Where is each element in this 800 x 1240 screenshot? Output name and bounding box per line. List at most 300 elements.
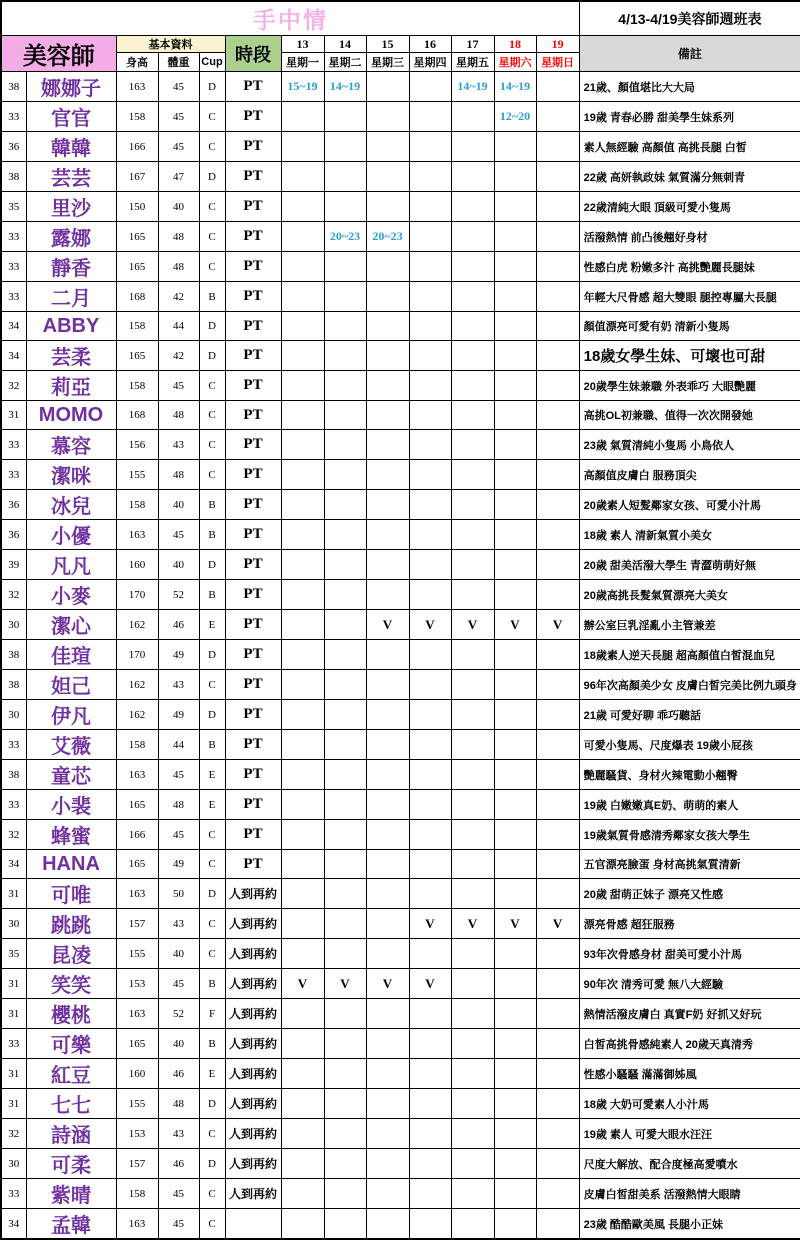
schedule-cell [494,222,536,252]
schedule-cell [281,790,324,820]
height-value: 170 [116,580,158,610]
staff-name: 紫晴 [26,1179,116,1209]
schedule-cell [494,670,536,700]
schedule-cell [536,192,579,222]
schedule-cell [494,939,536,969]
schedule-cell [451,1029,494,1059]
height-value: 158 [116,102,158,132]
shift-cell: PT [225,371,281,401]
remark-cell: 18歲 大奶可愛素人小汁馬 [579,1089,800,1119]
schedule-cell [281,1029,324,1059]
weight-value: 40 [158,490,199,520]
schedule-cell [281,102,324,132]
weight-value: 42 [158,341,199,371]
remark-cell: 白皙高挑骨感純素人 20歲天真清秀 [579,1029,800,1059]
row-number: 32 [1,820,26,850]
schedule-cell [536,1089,579,1119]
shift-header: 時段 [225,36,281,72]
schedule-cell [324,850,366,879]
schedule-cell [451,670,494,700]
schedule-cell [366,490,409,520]
schedule-cell [324,909,366,939]
schedule-cell [409,1089,451,1119]
day-number-header: 16 [409,36,451,53]
row-number: 36 [1,520,26,550]
table-row [1,1089,800,1119]
weight-value: 45 [158,1179,199,1209]
shift-cell: PT [225,850,281,879]
day-number-header: 19 [536,36,579,53]
cup-value: C [199,430,225,460]
schedule-cell [281,610,324,640]
cup-value: B [199,730,225,760]
schedule-cell [494,162,536,192]
schedule-cell [451,371,494,401]
remark-cell: 性感白虎 粉嫩多汁 高挑艷麗長腿妹 [579,252,800,282]
remark-cell: 尺度大解放、配合度極高愛噴水 [579,1149,800,1179]
schedule-cell [536,430,579,460]
height-value: 163 [116,520,158,550]
schedule-cell [536,700,579,730]
staff-name: HANA [26,850,116,879]
remark-cell: 18歲素人逆天長腿 超高顏值白皙混血兒 [579,640,800,670]
cup-value: C [199,132,225,162]
schedule-cell [281,162,324,192]
schedule-cell [451,192,494,222]
schedule-cell [324,610,366,640]
table-row [1,909,800,939]
table-row [1,730,800,760]
row-number: 31 [1,999,26,1029]
row-number: 33 [1,1029,26,1059]
schedule-cell [324,282,366,312]
height-value: 165 [116,1029,158,1059]
schedule-cell [536,312,579,341]
schedule-cell [409,282,451,312]
remark-cell: 皮膚白皙甜美系 活潑熱情大眼睛 [579,1179,800,1209]
shift-cell: PT [225,102,281,132]
schedule-cell [451,1209,494,1240]
schedule-cell [451,550,494,580]
schedule-cell: V [324,969,366,999]
row-number: 38 [1,670,26,700]
height-value: 155 [116,939,158,969]
remark-cell: 20歲 甜萌正妹子 漂亮又性感 [579,879,800,909]
table-row [1,1059,800,1089]
weight-value: 49 [158,640,199,670]
schedule-cell [409,222,451,252]
weekday-header: 星期日 [536,53,579,72]
weekday-header: 星期二 [324,53,366,72]
schedule-cell [324,162,366,192]
schedule-cell [536,102,579,132]
schedule-cell [281,282,324,312]
table-row [1,670,800,700]
remark-cell: 顏值漂亮可愛有奶 清新小隻馬 [579,312,800,341]
table-row [1,580,800,610]
cup-value: B [199,969,225,999]
schedule-cell [281,401,324,430]
page-title: 手中情 [252,7,328,33]
schedule-cell [494,1209,536,1240]
schedule-cell [324,760,366,790]
height-value: 167 [116,162,158,192]
height-value: 166 [116,132,158,162]
remark-header: 備註 [579,36,800,72]
schedule-cell [494,1149,536,1179]
schedule-cell [409,1209,451,1240]
schedule-cell [281,252,324,282]
shift-cell: PT [225,72,281,102]
weight-value: 48 [158,1089,199,1119]
cup-value: D [199,72,225,102]
row-number: 30 [1,909,26,939]
weight-value: 48 [158,460,199,490]
schedule-cell: V [536,909,579,939]
remark-cell: 23歲 酷酷歐美風 長腿小正妹 [579,1209,800,1240]
schedule-cell [536,1059,579,1089]
schedule-cell [409,490,451,520]
height-value: 160 [116,1059,158,1089]
schedule-cell [366,879,409,909]
staff-name: 可樂 [26,1029,116,1059]
row-number: 31 [1,1059,26,1089]
staff-name: 小優 [26,520,116,550]
schedule-cell [281,879,324,909]
staff-name: 里沙 [26,192,116,222]
title-row [1,1,800,36]
table-row [1,939,800,969]
schedule-cell [366,999,409,1029]
shift-cell: PT [225,401,281,430]
schedule-cell [409,252,451,282]
schedule-cell [494,430,536,460]
schedule-cell [451,1059,494,1089]
schedule-cell [451,790,494,820]
shift-cell: PT [225,610,281,640]
staff-name: 童芯 [26,760,116,790]
staff-name: 靜香 [26,252,116,282]
row-number: 39 [1,550,26,580]
schedule-cell [281,460,324,490]
schedule-cell [536,969,579,999]
remark-cell: 漂亮骨感 超狂服務 [579,909,800,939]
schedule-cell [451,1179,494,1209]
schedule-cell [366,282,409,312]
staff-name: 慕容 [26,430,116,460]
weight-value: 52 [158,999,199,1029]
schedule-cell [451,700,494,730]
schedule-cell: V [494,909,536,939]
height-value: 158 [116,730,158,760]
schedule-cell [324,341,366,371]
schedule-cell [494,460,536,490]
schedule-cell: 20~23 [366,222,409,252]
schedule-cell [409,1149,451,1179]
schedule-cell [494,1059,536,1089]
schedule-cell [366,341,409,371]
weight-value: 43 [158,1119,199,1149]
remark-cell: 20歲學生妹兼職 外表乖巧 大眼艷麗 [579,371,800,401]
schedule-cell [536,341,579,371]
schedule-cell [451,102,494,132]
cup-value: C [199,820,225,850]
schedule-cell [366,580,409,610]
schedule-cell [409,1059,451,1089]
height-header: 身高 [116,53,158,72]
schedule-cell [324,520,366,550]
schedule-cell [536,162,579,192]
schedule-cell [451,222,494,252]
cup-value: D [199,550,225,580]
schedule-cell [536,760,579,790]
staff-name: 芸柔 [26,341,116,371]
height-value: 163 [116,760,158,790]
weight-value: 46 [158,1149,199,1179]
schedule-cell [324,879,366,909]
schedule-cell [324,580,366,610]
shift-cell: PT [225,312,281,341]
cup-value: C [199,1209,225,1240]
remark-cell: 素人無經驗 高顏值 高挑長腿 白皙 [579,132,800,162]
schedule-cell [494,252,536,282]
schedule-cell [324,1179,366,1209]
schedule-cell [536,730,579,760]
schedule-cell [281,640,324,670]
table-row [1,610,800,640]
schedule-cell [324,939,366,969]
height-value: 163 [116,999,158,1029]
staff-name: 露娜 [26,222,116,252]
weekday-header: 星期五 [451,53,494,72]
row-number: 36 [1,132,26,162]
schedule-cell [536,1119,579,1149]
schedule-cell [494,879,536,909]
staff-name: MOMO [26,401,116,430]
staff-name: 娜娜子 [26,72,116,102]
schedule-cell: 14~19 [494,72,536,102]
table-row [1,490,800,520]
schedule-cell [409,580,451,610]
row-number: 30 [1,700,26,730]
shift-cell: 人到再約 [225,1119,281,1149]
schedule-cell [536,550,579,580]
staff-name: 妲己 [26,670,116,700]
remark-cell: 性感小騷騷 滿滿御姊風 [579,1059,800,1089]
row-number: 34 [1,312,26,341]
row-number: 31 [1,1089,26,1119]
cup-value: C [199,371,225,401]
schedule-cell [324,132,366,162]
weight-value: 40 [158,939,199,969]
height-value: 155 [116,460,158,490]
weekday-header: 星期四 [409,53,451,72]
schedule-cell [536,460,579,490]
table-row [1,252,800,282]
weight-value: 48 [158,401,199,430]
staff-name: 莉亞 [26,371,116,401]
shift-cell: PT [225,490,281,520]
row-number: 38 [1,640,26,670]
row-number: 33 [1,790,26,820]
staff-name: 佳瑄 [26,640,116,670]
staff-name: 可唯 [26,879,116,909]
table-row [1,790,800,820]
schedule-cell [409,640,451,670]
staff-name: 七七 [26,1089,116,1119]
cup-value: D [199,640,225,670]
weight-value: 45 [158,72,199,102]
table-row [1,700,800,730]
remark-cell: 高挑OL初兼職、值得一次次開發她 [579,401,800,430]
staff-name: 孟韓 [26,1209,116,1240]
remark-cell: 18歲 素人 清新氣質小美女 [579,520,800,550]
schedule-cell [281,430,324,460]
row-number: 33 [1,430,26,460]
basic-info-header: 基本資料 [116,36,225,53]
title-cell [1,1,579,36]
schedule-cell [324,312,366,341]
schedule-cell [409,939,451,969]
schedule-cell [409,460,451,490]
staff-name: 艾薇 [26,730,116,760]
schedule-cell [494,790,536,820]
weekday-header: 星期六 [494,53,536,72]
staff-name: 紅豆 [26,1059,116,1089]
row-number: 32 [1,580,26,610]
schedule-cell [281,820,324,850]
schedule-cell [366,72,409,102]
schedule-cell [451,460,494,490]
cup-value: E [199,790,225,820]
schedule-cell [494,1029,536,1059]
schedule-cell [409,760,451,790]
row-number: 31 [1,879,26,909]
schedule-cell [494,1089,536,1119]
schedule-cell: V [409,610,451,640]
table-row [1,760,800,790]
schedule-cell: V [366,610,409,640]
remark-cell: 可愛小隻馬、尺度爆表 19歲小屁孩 [579,730,800,760]
schedule-cell: V [494,610,536,640]
height-value: 165 [116,252,158,282]
table-row [1,401,800,430]
schedule-cell: 14~19 [324,72,366,102]
table-row [1,1209,800,1240]
schedule-cell [536,1149,579,1179]
cup-value: C [199,1179,225,1209]
schedule-cell [494,1119,536,1149]
schedule-cell [281,550,324,580]
schedule-cell [366,132,409,162]
table-row [1,1149,800,1179]
schedule-cell [409,192,451,222]
weight-value: 49 [158,850,199,879]
schedule-cell [324,401,366,430]
table-row [1,550,800,580]
day-number-header: 13 [281,36,324,53]
table-row [1,162,800,192]
schedule-cell [451,850,494,879]
cup-value: C [199,850,225,879]
schedule-cell [409,879,451,909]
schedule-cell [281,909,324,939]
schedule-cell [536,850,579,879]
shift-cell: PT [225,700,281,730]
schedule-cell [536,252,579,282]
schedule-cell [451,820,494,850]
schedule-cell [409,312,451,341]
height-value: 155 [116,1089,158,1119]
schedule-cell [409,430,451,460]
row-number: 33 [1,252,26,282]
row-number: 38 [1,162,26,192]
schedule-cell [451,282,494,312]
schedule-cell [281,1209,324,1240]
schedule-cell [536,132,579,162]
row-number: 33 [1,1179,26,1209]
weight-value: 50 [158,879,199,909]
schedule-cell [366,1209,409,1240]
remark-cell: 20歲高挑長髮氣質漂亮大美女 [579,580,800,610]
weight-value: 45 [158,1209,199,1240]
date-range-title: 4/13-4/19美容師週班表 [579,1,800,36]
table-row [1,999,800,1029]
height-value: 168 [116,282,158,312]
schedule-cell [366,460,409,490]
remark-cell: 21歲 可愛好聊 乖巧聽話 [579,700,800,730]
shift-cell: 人到再約 [225,939,281,969]
schedule-cell [536,520,579,550]
height-value: 165 [116,341,158,371]
schedule-cell [281,700,324,730]
schedule-cell [536,640,579,670]
table-row [1,132,800,162]
schedule-cell [494,312,536,341]
schedule-cell [366,1029,409,1059]
weight-value: 48 [158,222,199,252]
height-value: 153 [116,969,158,999]
schedule-cell [324,1119,366,1149]
schedule-cell [536,820,579,850]
schedule-cell [494,999,536,1029]
schedule-cell [281,999,324,1029]
schedule-cell: V [536,610,579,640]
schedule-cell [281,192,324,222]
schedule-cell [281,1059,324,1089]
schedule-cell [281,670,324,700]
schedule-cell [366,312,409,341]
row-number: 32 [1,371,26,401]
schedule-cell [494,192,536,222]
shift-cell: PT [225,760,281,790]
staff-name: 跳跳 [26,909,116,939]
schedule-cell [536,670,579,700]
schedule-cell [409,790,451,820]
schedule-cell: V [409,909,451,939]
height-value: 170 [116,640,158,670]
schedule-cell [494,760,536,790]
height-value: 158 [116,1179,158,1209]
table-row [1,520,800,550]
remark-cell: 20歲 甜美活潑大學生 青澀萌萌好無 [579,550,800,580]
height-value: 160 [116,550,158,580]
height-value: 165 [116,790,158,820]
weight-value: 48 [158,790,199,820]
cup-value: B [199,580,225,610]
schedule-cell [536,939,579,969]
weight-value: 52 [158,580,199,610]
